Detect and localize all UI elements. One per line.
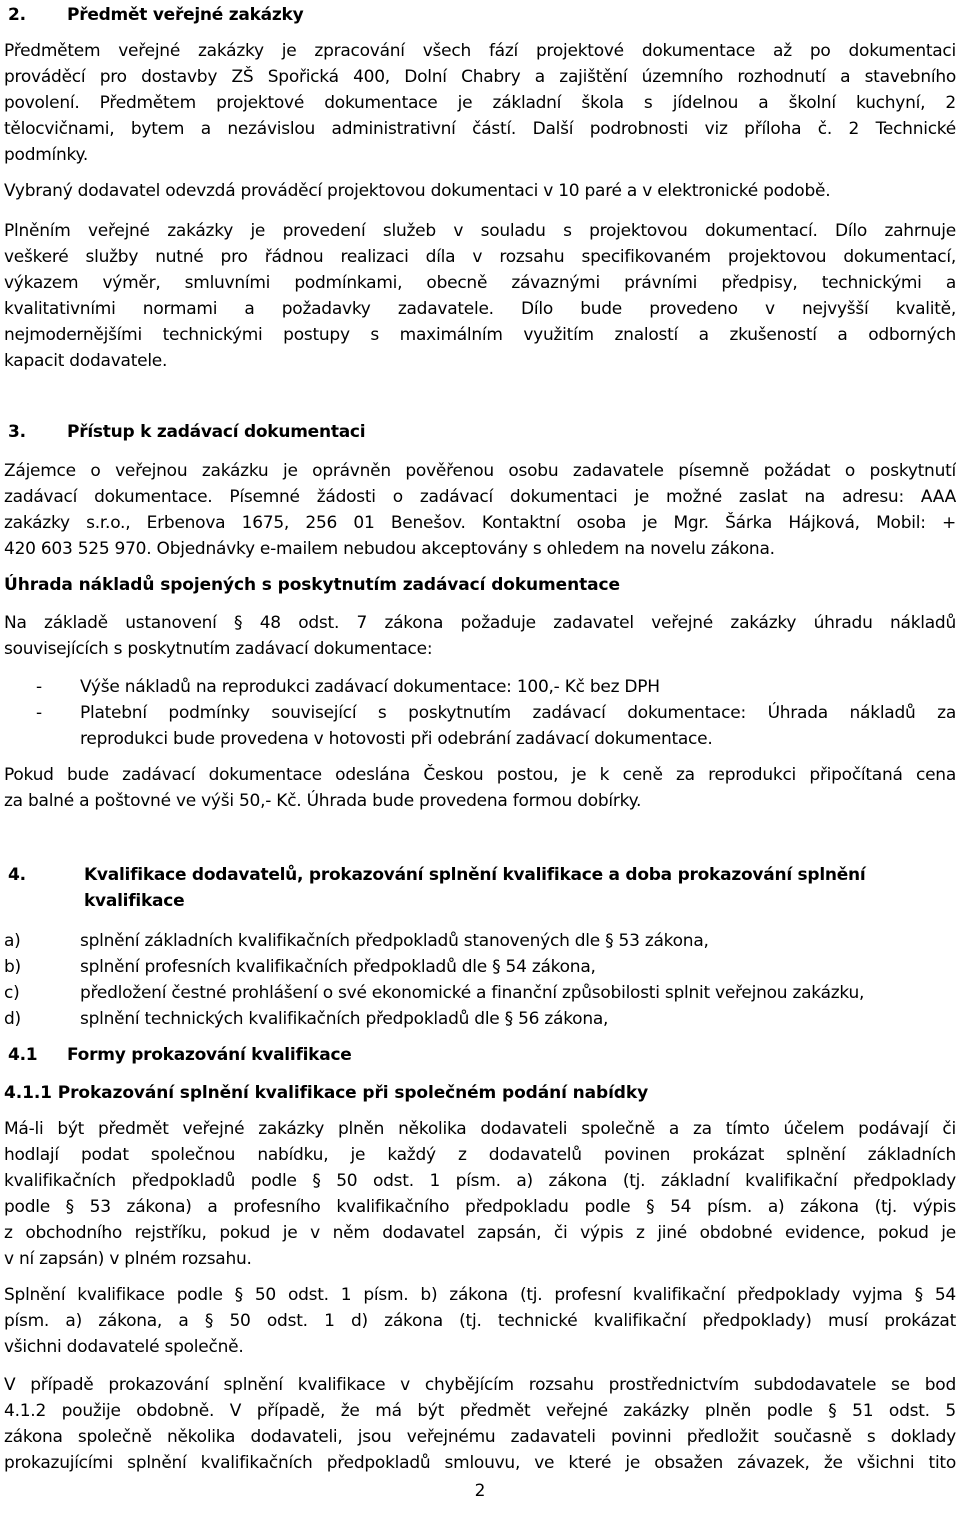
paragraph-line: Splnění kvalifikace podle § 50 odst. 1 písm. b) zákona (tj. profesní kvalifikační předpoklady vyjma § 54 [4, 1285, 956, 1305]
paragraph-line: v ní zapsán) v plném rozsahu. [4, 1249, 252, 1269]
list-bullet: - [36, 677, 43, 697]
paragraph-line: hodlají podat společnou nabídku, je každý z dodavatelů povinen prokázat splnění základních [4, 1145, 956, 1165]
paragraph-line: Zájemce o veřejnou zakázku je oprávněn pověřenou osobu zadavatele písemně požádat o poskytnutí [4, 461, 956, 481]
list-marker: b) [4, 957, 21, 977]
paragraph-line: nejmodernějšími technickými postupy s maximálním využitím znalostí a zkušeností a odborných [4, 325, 956, 345]
paragraph-line: zadávací dokumentace. Písemné žádosti o zadávací dokumentaci je možné zaslat na adresu: AAA [4, 487, 956, 507]
list-text: předložení čestné prohlášení o své ekonomické a finanční způsobilosti splnit veřejnou zakázku, [80, 983, 865, 1003]
list-marker: c) [4, 983, 20, 1003]
subsection-title: Formy prokazování kvalifikace [67, 1045, 352, 1065]
subsection-4-1-1-heading: 4.1.1 Prokazování splnění kvalifikace při společném podání nabídky [4, 1083, 649, 1103]
list-text: splnění technických kvalifikačních předpokladů dle § 56 zákona, [80, 1009, 609, 1029]
paragraph-line: za balné a poštovné ve výši 50,- Kč. Úhrada bude provedena formou dobírky. [4, 791, 642, 811]
paragraph-line: souvisejících s poskytnutím zadávací dokumentace: [4, 639, 433, 659]
paragraph-line: Na základě ustanovení § 48 odst. 7 zákona požaduje zadavatel veřejné zakázky úhradu nákladů [4, 613, 956, 633]
paragraph-line: Pokud bude zadávací dokumentace odeslána Českou postou, je k ceně za reprodukci připočítaná cena [4, 765, 956, 785]
list-item: Výše nákladů na reprodukci zadávací dokumentace: 100,- Kč bez DPH [80, 677, 660, 697]
paragraph-line: zákona společně několika dodavateli, jsou veřejnému zadavateli povinni předložit současně s doklady [4, 1427, 956, 1447]
page-number: 2 [474, 1481, 486, 1501]
list-text: splnění základních kvalifikačních předpokladů stanovených dle § 53 zákona, [80, 931, 709, 951]
list-item: reprodukci bude provedena v hotovosti při odebrání zadávací dokumentace. [80, 729, 713, 749]
section-title: Předmět veřejné zakázky [67, 5, 304, 25]
paragraph-line: všichni dodavatelé společně. [4, 1337, 244, 1357]
paragraph-line: povolení. Předmětem projektové dokumentace je základní škola s jídelnou a školní kuchyní, 2 [4, 93, 956, 113]
subsection-number: 4.1 [8, 1045, 38, 1065]
paragraph-line: Plněním veřejné zakázky je provedení služeb v souladu s projektovou dokumentací. Dílo zahrnuje [4, 221, 956, 241]
list-item [4, 928, 956, 954]
paragraph-line: Má-li být předmět veřejné zakázky plněn několika dodavateli společně a za tímto účelem podávají či [4, 1119, 956, 1139]
paragraph-line: veškeré služby nutné pro řádnou realizaci díla v rozsahu specifikovaném projektovou dokumentací, [4, 247, 956, 267]
section-number: 4. [8, 865, 26, 885]
paragraph-line: 420 603 525 970. Objednávky e-mailem nebudou akceptovány s ohledem na novelu zákona. [4, 539, 775, 559]
section-4-heading [4, 862, 956, 888]
paragraph-line: V případě prokazování splnění kvalifikace v chybějícím rozsahu prostřednictvím subdodavatele se bod [4, 1375, 956, 1395]
paragraph-line: prokazujícími splnění kvalifikačních předpokladů smlouvu, ve které je obsažen závazek, že všichni tito [4, 1453, 956, 1473]
list-bullet: - [36, 703, 43, 723]
section-2-heading [4, 2, 956, 28]
section-title: Přístup k zadávací dokumentaci [67, 422, 366, 442]
list-marker: a) [4, 931, 21, 951]
section-number: 2. [8, 5, 26, 25]
paragraph-line: kapacit dodavatele. [4, 351, 168, 371]
paragraph-line: Předmětem veřejné zakázky je zpracování všech fází projektové dokumentace až po dokumentaci [4, 41, 956, 61]
list-text: splnění profesních kvalifikačních předpokladů dle § 54 zákona, [80, 957, 596, 977]
list-marker: d) [4, 1009, 21, 1029]
paragraph-line: podmínky. [4, 145, 89, 165]
section-4-heading-cont [4, 888, 956, 914]
paragraph-line: zakázky s.r.o., Erbenova 1675, 256 01 Benešov. Kontaktní osoba je Mgr. Šárka Hájková, Mobil: + [4, 513, 956, 533]
list-item [4, 980, 956, 1006]
subsection-4-1-heading [4, 1042, 956, 1068]
paragraph-line: tělocvičnami, bytem a nezávislou administrativní částí. Další podrobnosti viz příloha č. 2 Technické [4, 119, 956, 139]
paragraph-line: kvalitativními normami a požadavky zadavatele. Dílo bude provedeno v nejvyšší kvalitě, [4, 299, 956, 319]
list-item [4, 1006, 956, 1032]
section-title: Kvalifikace dodavatelů, prokazování splnění kvalifikace a doba prokazování splnění [84, 865, 866, 885]
paragraph-line: 4.1.2 použije obdobně. V případě, že má být předmět veřejné zakázky plněn podle § 51 odst. 5 [4, 1401, 956, 1421]
paragraph-line: písm. a) zákona, a § 50 odst. 1 d) zákona (tj. technické kvalifikační předpoklady) musí prokázat [4, 1311, 956, 1331]
section-number: 3. [8, 422, 26, 442]
list-item: Platební podmínky související s poskytnutím zadávací dokumentace: Úhrada nákladů za [80, 703, 956, 723]
paragraph-line: z obchodního rejstříku, pokud je v něm dodavatel zapsán, či výpis z jiné obdobné evidence, pokud je [4, 1223, 956, 1243]
paragraph-line: prováděcí pro dostavby ZŠ Spořická 400, Dolní Chabry a zajištění územního rozhodnutí a stavebního [4, 67, 956, 87]
paragraph-line: kvalifikačních předpokladů podle § 50 odst. 1 písm. a) zákona (tj. základní kvalifikační předpoklady [4, 1171, 956, 1191]
paragraph-line: výkazem výměr, smluvními podmínkami, obecně závaznými právními předpisy, technickými a [4, 273, 956, 293]
subsection-heading: Úhrada nákladů spojených s poskytnutím zadávací dokumentace [4, 575, 620, 595]
section-title: kvalifikace [84, 891, 185, 911]
list-item [4, 954, 956, 980]
paragraph-line: Vybraný dodavatel odevzdá prováděcí projektovou dokumentaci v 10 paré a v elektronické podobě. [4, 181, 831, 201]
paragraph-line: podle § 53 zákona) a profesního kvalifikačního předpokladu podle § 54 písm. a) zákona (tj. výpis [4, 1197, 956, 1217]
section-3-heading [4, 419, 956, 445]
